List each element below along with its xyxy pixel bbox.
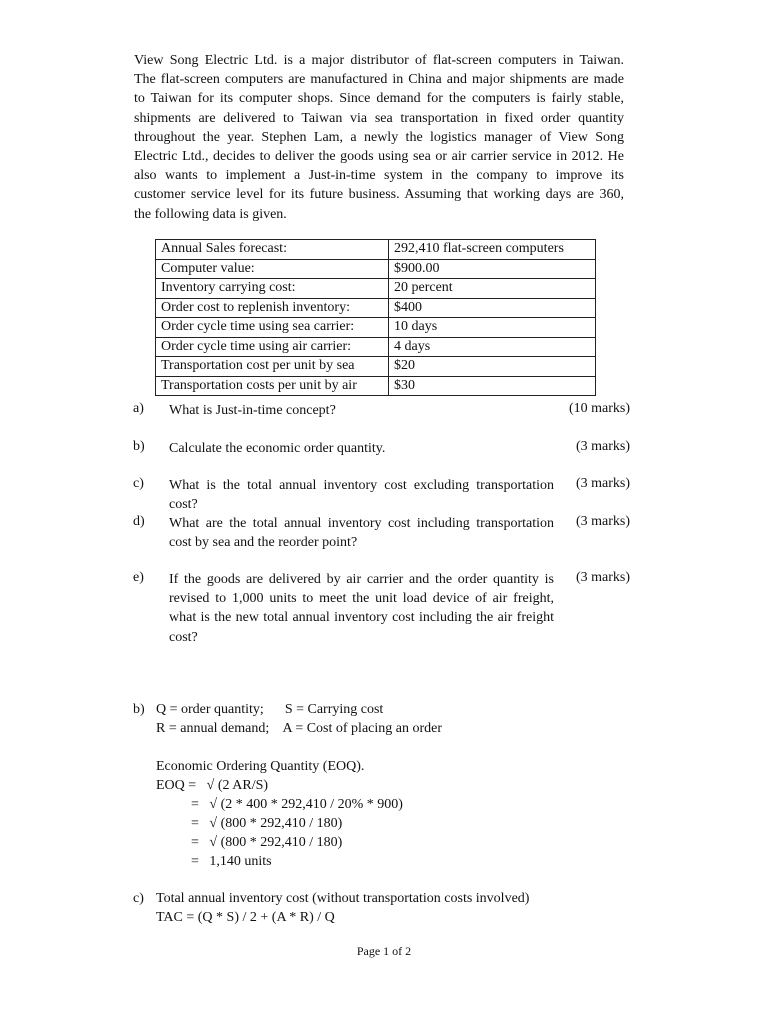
table-value: 4 days xyxy=(389,337,596,357)
question-c-text: What is the total annual inventory cost excluding transportation cost? xyxy=(169,478,554,513)
eoq-formula: EOQ = √ (2 AR/S) xyxy=(156,778,269,793)
question-e-label: e) xyxy=(133,570,144,585)
table-row xyxy=(156,279,596,299)
table-key: Inventory carrying cost: xyxy=(156,279,389,299)
table-key: Order cycle time using air carrier: xyxy=(156,337,389,357)
table-value: $20 xyxy=(389,357,596,377)
table-value: $900.00 xyxy=(389,259,596,279)
intro-line: the following data is given. xyxy=(134,206,287,222)
intro-line: View Song Electric Ltd. is a major distributor of flat-screen computers in Taiwan. xyxy=(134,53,624,68)
eoq-step: = √ (2 * 400 * 292,410 / 20% * 900) xyxy=(191,797,403,812)
table-value: 10 days xyxy=(389,318,596,338)
answer-b-label: b) xyxy=(133,702,145,717)
question-a-label: a) xyxy=(133,401,144,416)
table-row xyxy=(156,318,596,338)
table-row xyxy=(156,298,596,318)
intro-line: The flat-screen computers are manufactured in China and major shipments are made xyxy=(134,72,624,88)
question-e-marks: (3 marks) xyxy=(575,570,630,585)
question-d-marks: (3 marks) xyxy=(575,514,630,529)
question-c-marks: (3 marks) xyxy=(575,476,630,491)
intro-line: customer service level for its future business. Assuming that working days are 360, xyxy=(134,187,624,203)
answer-c-label: c) xyxy=(133,891,144,906)
question-a-marks: (10 marks) xyxy=(568,401,630,416)
intro-line: also wants to implement a Just-in-time system in the company to improve its xyxy=(134,168,624,184)
table-value: $30 xyxy=(389,376,596,396)
table-row xyxy=(156,259,596,279)
eoq-heading: Economic Ordering Quantity (EOQ). xyxy=(156,759,365,774)
table-value: $400 xyxy=(389,298,596,318)
eoq-step: = √ (800 * 292,410 / 180) xyxy=(191,816,343,831)
question-b-text: Calculate the economic order quantity. xyxy=(169,441,386,456)
table-key: Annual Sales forecast: xyxy=(156,240,389,260)
question-d-text: What are the total annual inventory cost including transportation cost by sea and the reorder point? xyxy=(169,516,554,551)
table-key: Order cycle time using sea carrier: xyxy=(156,318,389,338)
table-value: 20 percent xyxy=(389,279,596,299)
intro-line: throughout the year. Stephen Lam, a newly the logistics manager of View Song xyxy=(134,129,624,145)
question-d-label: d) xyxy=(133,514,145,529)
question-b-marks: (3 marks) xyxy=(575,439,630,454)
question-e-text: If the goods are delivered by air carrier and the order quantity is revised to 1,000 units to meet the unit load device of air freight, what is the new total annual inventory cost including the air freight cost? xyxy=(169,572,554,645)
question-c-label: c) xyxy=(133,476,144,491)
answer-b-definitions-1: Q = order quantity; S = Carrying cost xyxy=(156,702,384,717)
table-key: Order cost to replenish inventory: xyxy=(156,298,389,318)
table-key: Transportation cost per unit by sea xyxy=(156,357,389,377)
table-row xyxy=(156,240,596,260)
answer-b-definitions-2: R = annual demand; A = Cost of placing an order xyxy=(156,721,443,736)
eoq-step: = √ (800 * 292,410 / 180) xyxy=(191,835,343,850)
table-value: 292,410 flat-screen computers xyxy=(389,240,596,260)
intro-paragraph xyxy=(134,51,624,224)
table-row xyxy=(156,357,596,377)
answer-c-line-1: Total annual inventory cost (without transportation costs involved) xyxy=(156,891,530,906)
intro-line: shipments are delivered to Taiwan via sea transportation in fixed order quantity xyxy=(134,110,624,126)
given-data-table xyxy=(155,239,596,396)
table-row xyxy=(156,337,596,357)
intro-line: to Taiwan for its computer shops. Since demand for the computers is fairly stable, xyxy=(134,91,624,107)
table-key: Transportation costs per unit by air xyxy=(156,376,389,396)
table-row xyxy=(156,376,596,396)
page-number: Page 1 of 2 xyxy=(356,944,412,958)
question-a-text: What is Just-in-time concept? xyxy=(169,403,336,418)
table-key: Computer value: xyxy=(156,259,389,279)
tac-formula: TAC = (Q * S) / 2 + (A * R) / Q xyxy=(156,910,335,925)
eoq-result: = 1,140 units xyxy=(191,854,272,869)
question-b-label: b) xyxy=(133,439,145,454)
intro-line: Electric Ltd., decides to deliver the goods using sea or air carrier service in 2012. He xyxy=(134,149,624,165)
